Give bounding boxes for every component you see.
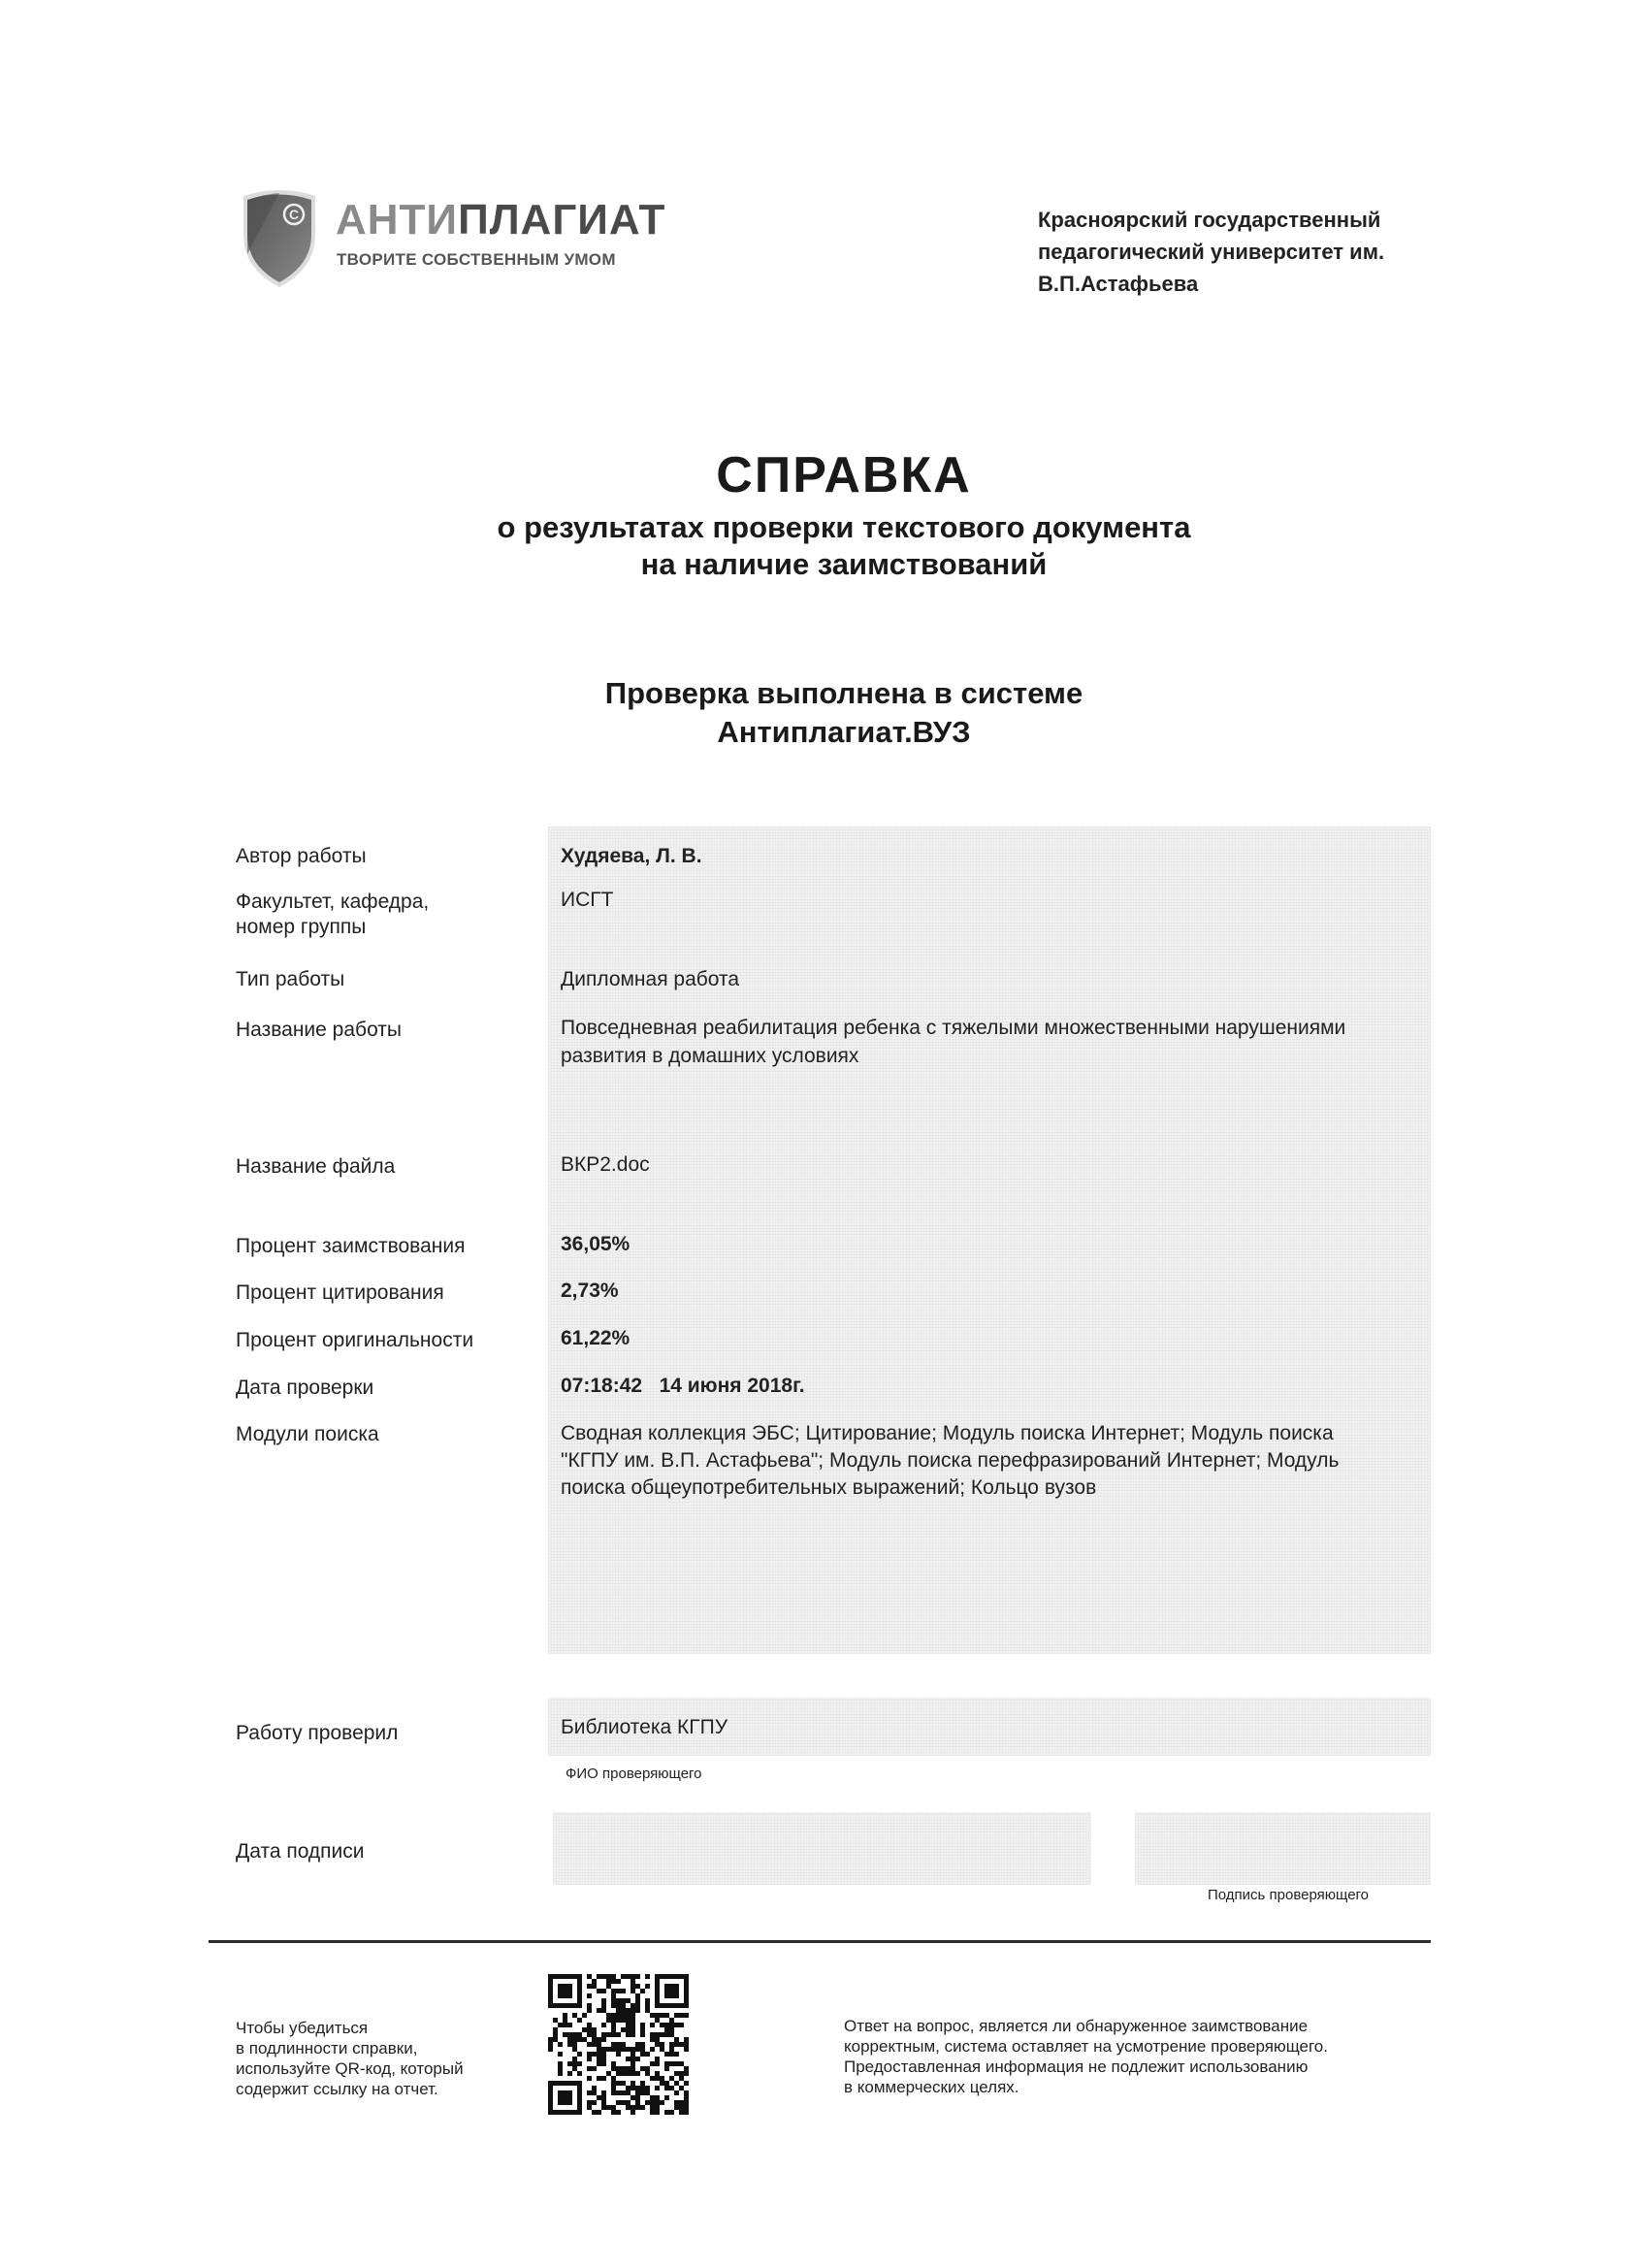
file-name-label: Название файла — [236, 1155, 396, 1178]
checker-caption: ФИО проверяющего — [566, 1766, 702, 1782]
organization-line: В.П.Астафьева — [1038, 272, 1199, 296]
footer-right-line: корректным, система оставляет на усмотрение проверяющего. — [844, 2037, 1328, 2056]
file-name-value: ВКР2.doc — [561, 1153, 650, 1176]
search-modules-line: Сводная коллекция ЭБС; Цитирование; Модуль поиска Интернет; Модуль поиска — [561, 1422, 1334, 1444]
footer-right-line: Предоставленная информация не подлежит использованию — [844, 2057, 1309, 2076]
author-label: Автор работы — [236, 845, 367, 867]
document-title: СПРАВКА — [716, 447, 972, 503]
svg-text:C: C — [288, 207, 300, 222]
faculty-label-line: Факультет, кафедра, — [236, 891, 430, 913]
organization-line: педагогический университет им. — [1038, 240, 1385, 264]
citation-percent-label: Процент цитирования — [236, 1281, 444, 1304]
brand-logo-text — [336, 196, 666, 243]
check-date-label: Дата проверки — [236, 1377, 374, 1399]
faculty-label — [236, 890, 429, 940]
faculty-label-line: номер группы — [236, 916, 367, 938]
system-line: Проверка выполнена в системе — [604, 676, 1083, 710]
footer-left-line: содержит ссылку на отчет. — [236, 2080, 438, 2098]
sign-date-label: Дата подписи — [236, 1840, 365, 1863]
qr-code-icon[interactable] — [548, 1974, 689, 2115]
footer-left-line: в подлинности справки, — [236, 2039, 418, 2057]
work-title-value — [561, 1014, 1414, 1070]
search-modules-line: поиска общеупотребительных выражений; Кольцо вузов — [561, 1476, 1097, 1499]
borrowing-percent-label: Процент заимствования — [236, 1235, 466, 1257]
brand-part-plagiat: ПЛАГИАТ — [458, 196, 666, 243]
originality-percent-label: Процент оригинальности — [236, 1329, 474, 1351]
footer-authenticity-note — [236, 2018, 464, 2099]
check-date-value: 07:18:42 14 июня 2018г. — [561, 1375, 805, 1397]
footer-left-line: используйте QR-код, который — [236, 2059, 464, 2078]
system-name: Антиплагиат.ВУЗ — [717, 715, 971, 749]
footer-disclaimer — [844, 2016, 1328, 2097]
organization-name — [1038, 204, 1445, 300]
faculty-value: ИСГТ — [561, 889, 614, 911]
footer-left-line: Чтобы убедиться — [236, 2019, 369, 2037]
citation-percent-value: 2,73% — [561, 1280, 619, 1302]
signature-caption: Подпись проверяющего — [1208, 1887, 1370, 1903]
sign-date-field — [553, 1812, 1091, 1885]
brand-part-anti: АНТИ — [336, 196, 459, 243]
work-title-line: развития в домашних условиях — [561, 1045, 859, 1067]
work-type-value: Дипломная работа — [561, 968, 740, 990]
author-value: Худяева, Л. В. — [561, 845, 702, 867]
organization-line: Красноярский государственный — [1038, 208, 1381, 232]
footer-right-line: в коммерческих целях. — [844, 2078, 1019, 2096]
footer-right-line: Ответ на вопрос, является ли обнаруженное заимствование — [844, 2017, 1309, 2035]
signature-field — [1135, 1812, 1431, 1885]
subtitle-line: о результатах проверки текстового документа — [497, 510, 1191, 544]
checker-value: Библиотека КГПУ — [561, 1716, 728, 1738]
shield-copyright-icon — [236, 186, 323, 291]
document-subtitle — [0, 509, 1649, 583]
work-type-label: Тип работы — [236, 968, 345, 990]
brand-slogan: ТВОРИТЕ СОБСТВЕННЫМ УМОМ — [337, 250, 616, 269]
work-title-line: Повседневная реабилитация ребенка с тяжелыми множественными нарушениями — [561, 1017, 1346, 1039]
search-modules-line: "КГПУ им. В.П. Астафьева"; Модуль поиска перефразирований Интернет; Модуль — [561, 1449, 1340, 1472]
borrowing-percent-value: 36,05% — [561, 1233, 630, 1255]
search-modules-value — [561, 1420, 1414, 1502]
checker-label: Работу проверил — [236, 1722, 399, 1744]
system-info — [0, 674, 1649, 752]
subtitle-line: на наличие заимствований — [640, 547, 1048, 581]
work-title-label: Название работы — [236, 1019, 402, 1041]
originality-percent-value: 61,22% — [561, 1327, 630, 1349]
footer-divider — [209, 1940, 1431, 1943]
search-modules-label: Модули поиска — [236, 1423, 379, 1445]
